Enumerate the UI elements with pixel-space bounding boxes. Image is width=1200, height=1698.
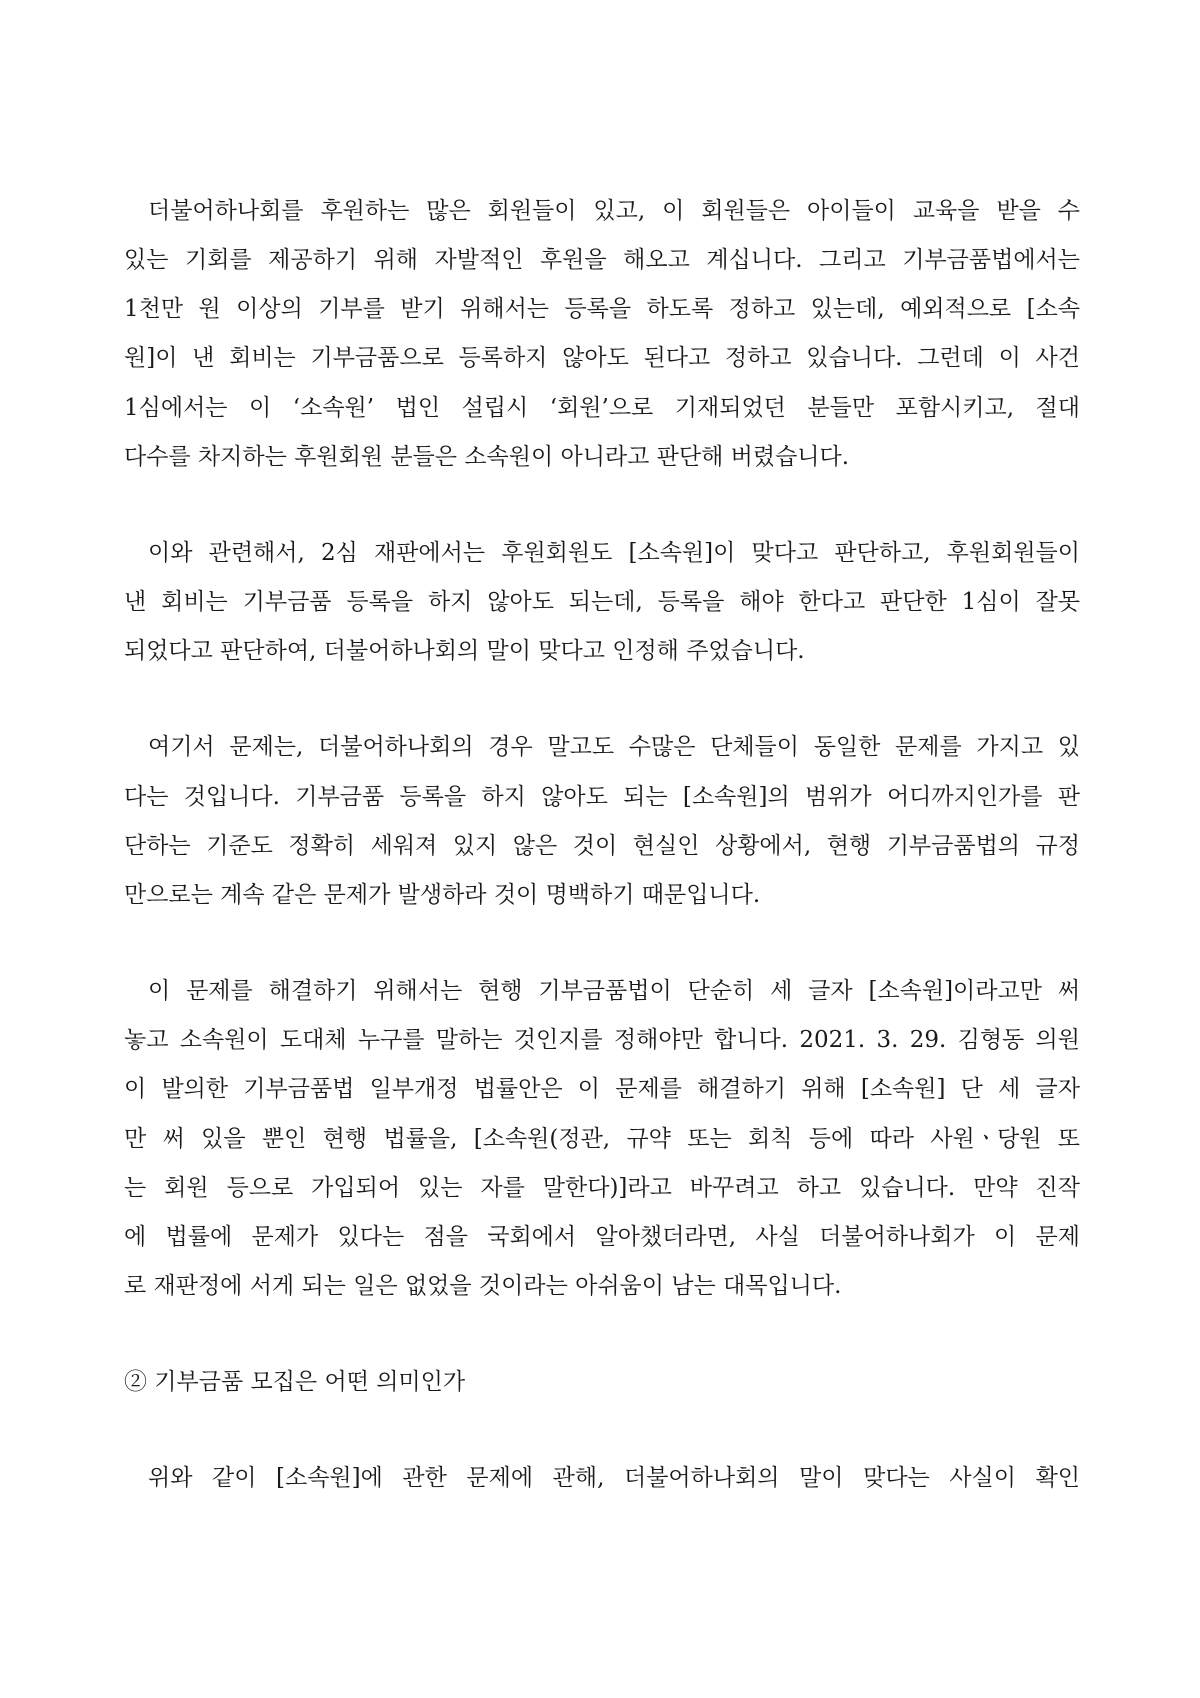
paragraph-1-line-6: 다수를 차지하는 후원회원 분들은 소속원이 아니라고 판단해 버렸습니다. [124,444,850,470]
paragraph-1-line-5: 1심에서는 이 ‘소속원’ 법인 설립시 ‘회원’으로 기재되었던 분들만 포함시키고, 절대 [124,395,1080,421]
paragraph-4-line-5: 는 회원 등으로 가입되어 있는 자를 말한다)]라고 바꾸려고 하고 있습니다. 만약 진작 [124,1175,1080,1201]
paragraph-3-line-1: 여기서 문제는, 더불어하나회의 경우 말고도 수많은 단체들이 동일한 문제를 가지고 있 [148,734,1080,760]
paragraph-4-line-1: 이 문제를 해결하기 위해서는 현행 기부금품법이 단순히 세 글자 [소속원]이라고만 써 [148,978,1080,1004]
paragraph-2-line-2: 낸 회비는 기부금품 등록을 하지 않아도 되는데, 등록을 해야 한다고 판단한 1심이 잘못 [124,589,1080,615]
section-heading: ② 기부금품 모집은 어떤 의미인가 [124,1369,466,1395]
paragraph-2-line-1: 이와 관련해서, 2심 재판에서는 후원회원도 [소속원]이 맞다고 판단하고, 후원회원들이 [148,540,1080,566]
paragraph-4-line-6: 에 법률에 문제가 있다는 점을 국회에서 알아챘더라면, 사실 더불어하나회가 이 문제 [124,1224,1080,1250]
closing-paragraph-line-1: 위와 같이 [소속원]에 관한 문제에 관해, 더불어하나회의 말이 맞다는 사실이 확인 [148,1465,1080,1491]
paragraph-1-line-1: 더불어하나회를 후원하는 많은 회원들이 있고, 이 회원들은 아이들이 교육을 받을 수 [148,198,1080,224]
paragraph-4-line-4: 만 써 있을 뿐인 현행 법률을, [소속원(정관, 규약 또는 회칙 등에 따라 사원ㆍ당원 또 [124,1126,1080,1152]
paragraph-2-line-3: 되었다고 판단하여, 더불어하나회의 말이 맞다고 인정해 주었습니다. [124,638,805,664]
paragraph-3-line-4: 만으로는 계속 같은 문제가 발생하라 것이 명백하기 때문입니다. [124,882,761,908]
paragraph-4-line-2: 놓고 소속원이 도대체 누구를 말하는 것인지를 정해야만 합니다. 2021. 3. 29. 김형동 의원 [124,1027,1080,1053]
paragraph-1-line-3: 1천만 원 이상의 기부를 받기 위해서는 등록을 하도록 정하고 있는데, 예외적으로 [소속 [124,296,1080,322]
paragraph-3-line-3: 단하는 기준도 정확히 세워져 있지 않은 것이 현실인 상황에서, 현행 기부금품법의 규정 [124,833,1080,859]
paragraph-3-line-2: 다는 것입니다. 기부금품 등록을 하지 않아도 되는 [소속원]의 범위가 어디까지인가를 판 [124,784,1080,810]
paragraph-4-line-7: 로 재판정에 서게 되는 일은 없었을 것이라는 아쉬움이 남는 대목입니다. [124,1273,842,1299]
paragraph-1-line-4: 원]이 낸 회비는 기부금품으로 등록하지 않아도 된다고 정하고 있습니다. 그런데 이 사건 [124,345,1080,371]
paragraph-1-line-2: 있는 기회를 제공하기 위해 자발적인 후원을 해오고 계십니다. 그리고 기부금품법에서는 [124,247,1080,273]
paragraph-4-line-3: 이 발의한 기부금품법 일부개정 법률안은 이 문제를 해결하기 위해 [소속원] 단 세 글자 [124,1076,1080,1102]
